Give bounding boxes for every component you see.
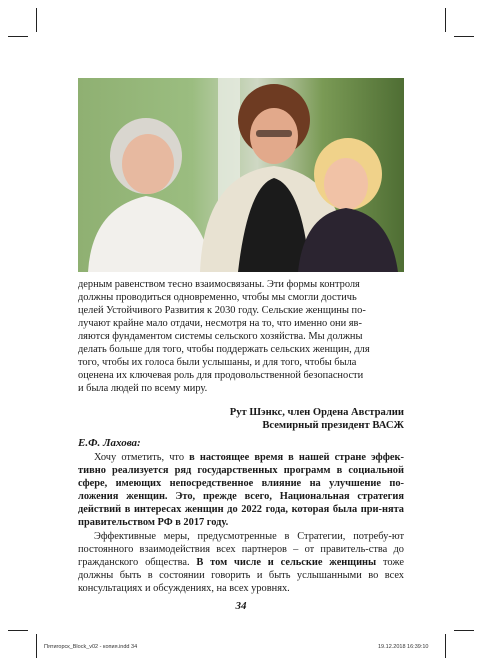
text-line: и была людей по всему миру. — [78, 383, 208, 394]
crop-mark — [454, 630, 474, 631]
text-line: должны проводиться одновременно, чтобы мы смогли достичь — [78, 292, 357, 303]
text-line: целей Устойчивого Развития к 2030 году. Сельские женщины по- — [78, 305, 366, 316]
text-line: того, чтобы их голоса были услышаны, и для того, чтобы была — [78, 357, 357, 368]
text-line: дерным равенством тесно взаимосвязаны. Эти формы контроля — [78, 279, 360, 290]
signature-line: Всемирный президент ВАСЖ — [262, 420, 404, 431]
text-normal: тоже должны быть в состоянии говорить и быть услышанными во всех консультациях и обсуждениях, на всех уровнях. — [78, 557, 404, 594]
footer-timestamp: 19.12.2018 16:39:10 — [378, 644, 429, 650]
crop-mark — [454, 36, 474, 37]
text-line: лучают крайне мало отдачи, несмотря на то, что именно они яв- — [78, 318, 362, 329]
footer-file-name: Пятигорск_Block_v02 - копия.indd 34 — [44, 644, 138, 650]
photo-three-women — [78, 78, 404, 272]
text-line: оценена их ключевая роль для продовольственной безопасности — [78, 370, 364, 381]
crop-mark — [8, 36, 28, 37]
page-number: 34 — [235, 600, 247, 612]
crop-mark — [445, 634, 446, 658]
text-line: ляются фундаментом системы сельского хозяйства. Мы должны — [78, 331, 363, 342]
crop-mark — [36, 8, 37, 32]
speech-paragraph-2 — [78, 530, 404, 595]
crop-mark — [8, 630, 28, 631]
signature — [230, 406, 404, 432]
crop-mark — [36, 634, 37, 658]
signature-line: Рут Шэнкс, член Ордена Австралии — [229, 407, 404, 418]
speech-paragraph-1 — [78, 451, 404, 529]
text-normal: Эффективные меры, предусмотренные в Стратегии, потребу-ют постоянного взаимодействия всех партнеров – от правитель-ства до гражданского общества. — [78, 531, 404, 568]
crop-mark — [445, 8, 446, 32]
text-line: делать больше для того, чтобы поддержать сельских женщин, для — [78, 344, 370, 355]
text-bold: в настоящее время в нашей стране эффек-тивно реализуется ряд государственных программ в социальной сфере, имеющих непосредственное влияние на улучшение по-ложения женщин. Это, прежде всего, Национальная стратегия действий в интересах женщин до 2022 года, которая была при-нята правительством РФ в 2017 году. — [78, 452, 404, 528]
text-normal: Хочу отметить, что — [94, 452, 190, 463]
intro-paragraph — [78, 278, 404, 395]
speaker-name: Е.Ф. Лахова: — [78, 437, 141, 449]
text-bold: В том числе и сельские женщины — [196, 557, 377, 568]
